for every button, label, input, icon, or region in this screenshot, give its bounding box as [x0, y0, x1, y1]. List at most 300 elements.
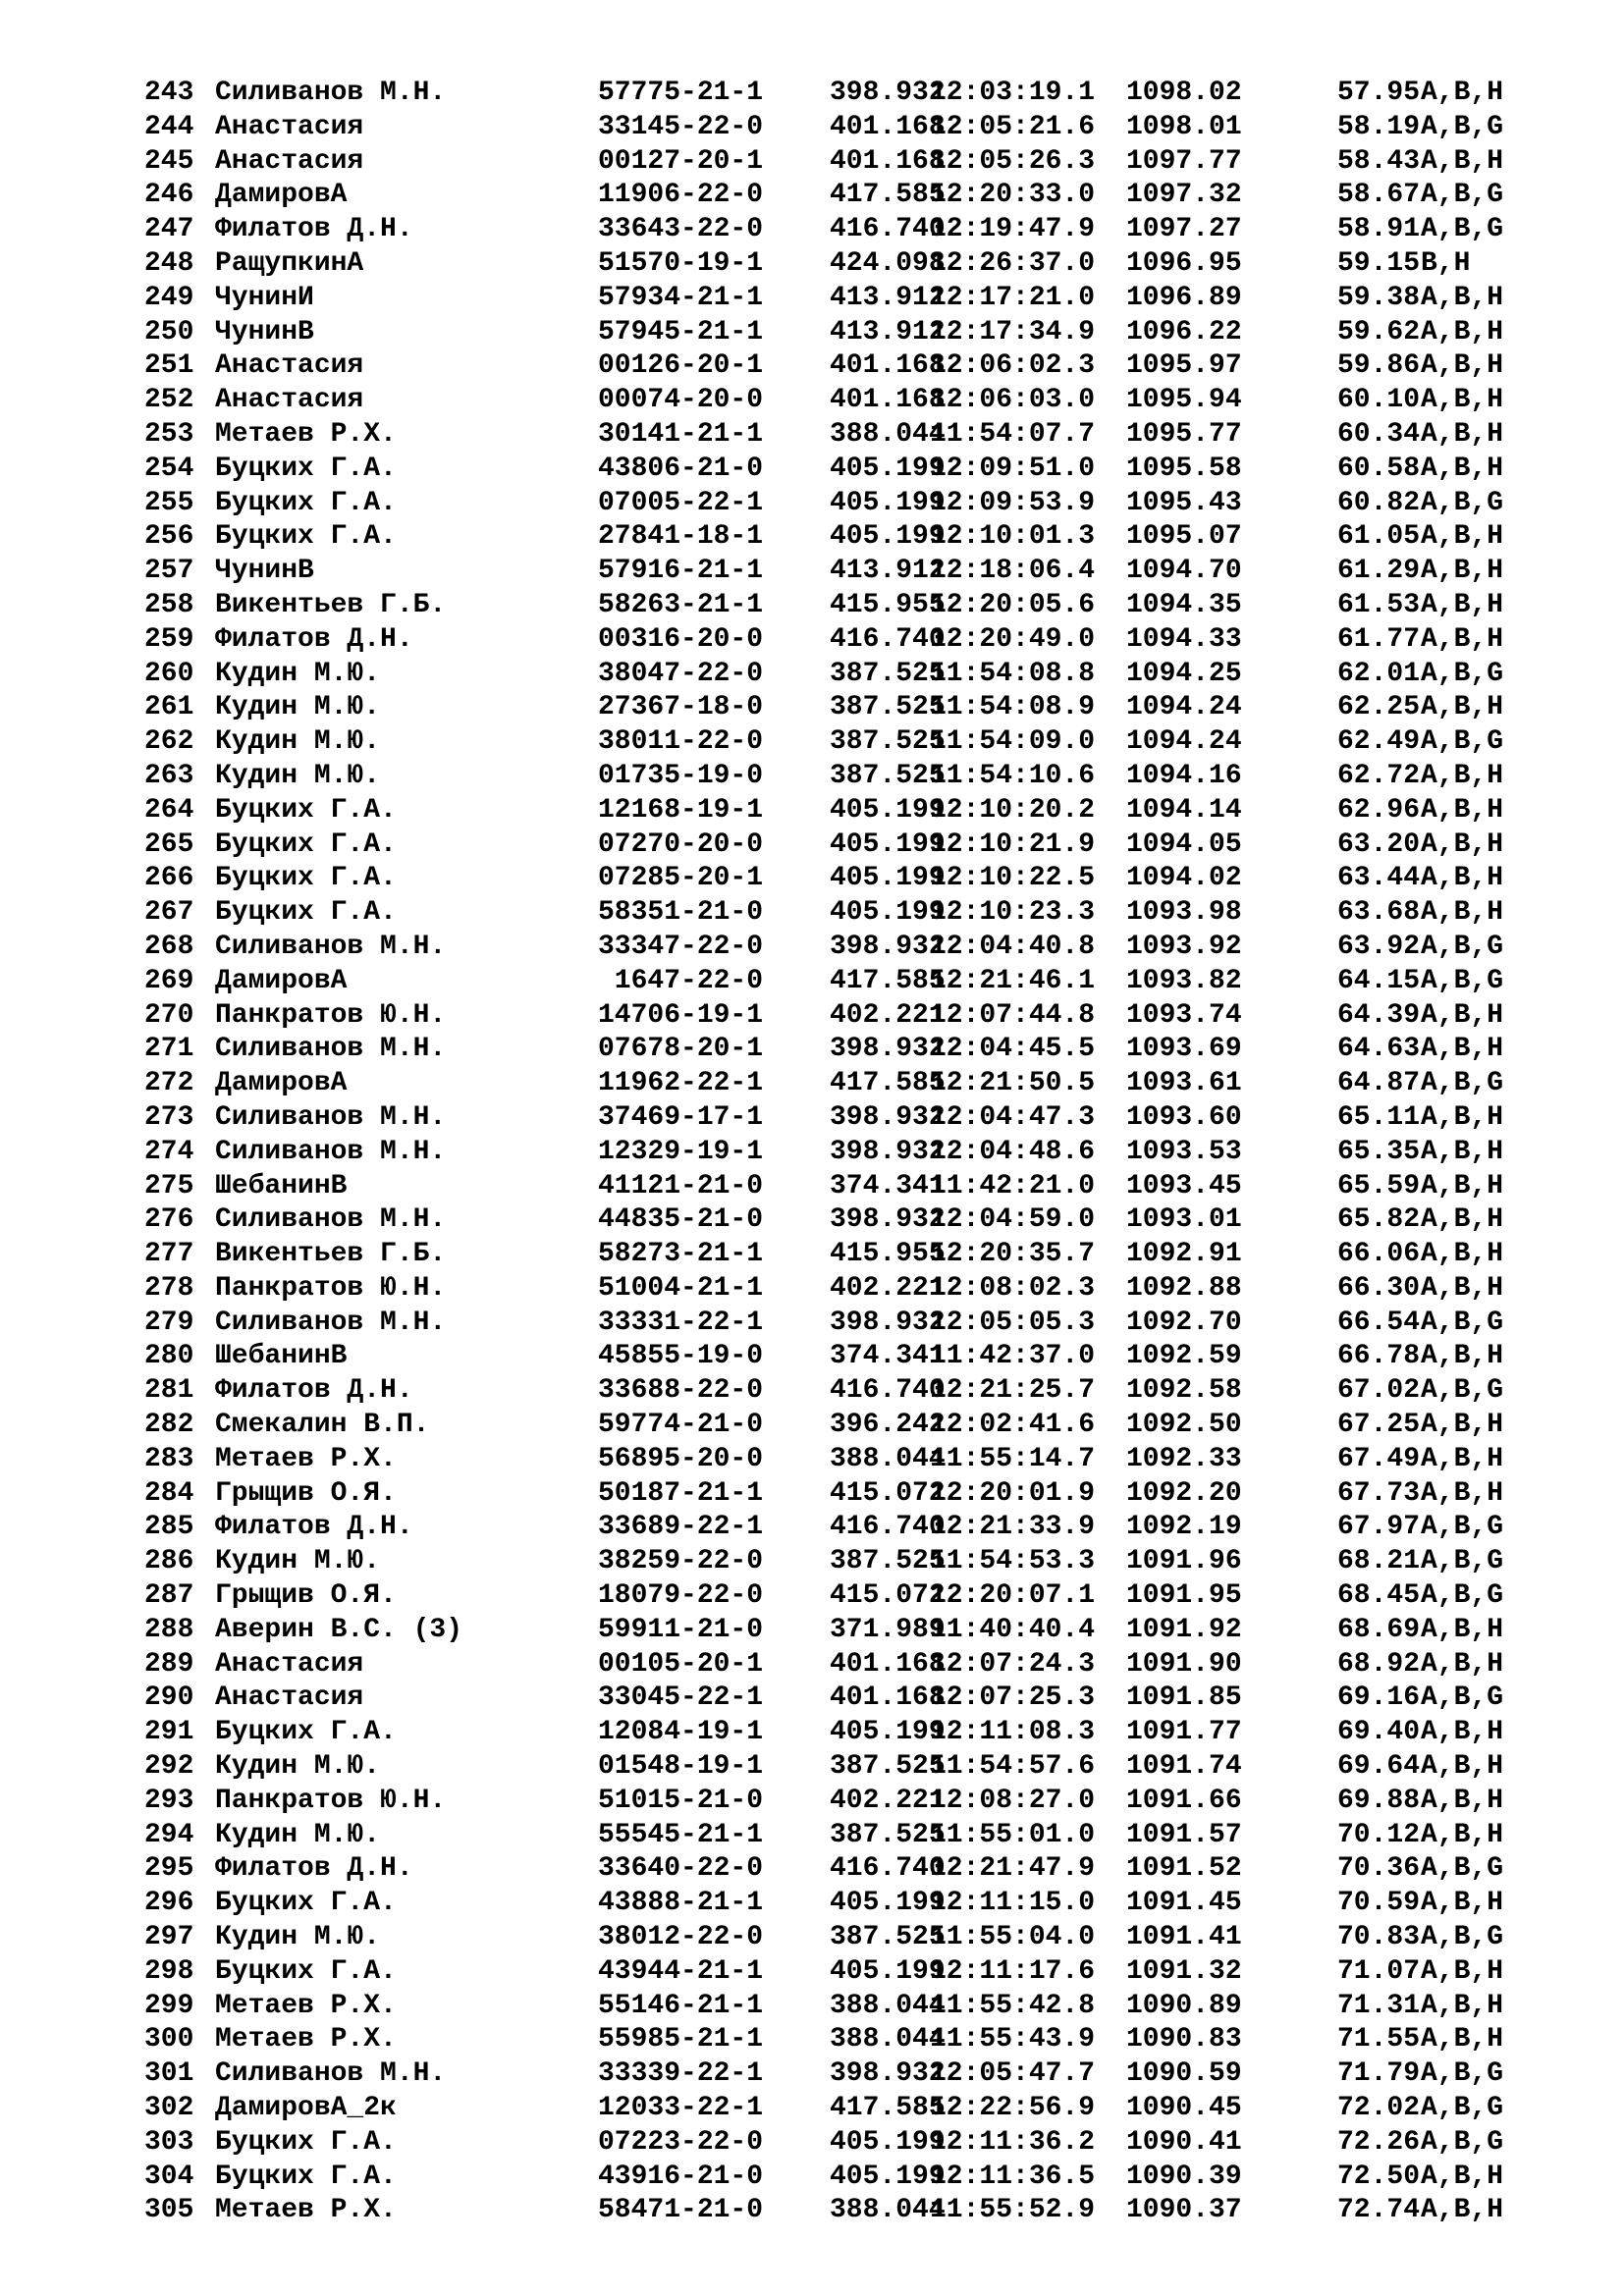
distance: 416.740	[830, 214, 946, 245]
arrival-time: 12:09:53.9	[930, 487, 1096, 518]
category: A,B,H	[1421, 828, 1504, 860]
table-row	[144, 794, 1558, 828]
fancier-name: Буцких Г.А.	[215, 2126, 397, 2158]
row-number: 253	[144, 418, 194, 450]
category: A,B,H	[1421, 2161, 1504, 2192]
row-number: 280	[144, 1341, 194, 1372]
category: A,B,H	[1421, 1239, 1504, 1270]
ring-number: 01548-19-1	[598, 1751, 764, 1783]
distance: 398.932	[830, 1307, 946, 1338]
fancier-name: Анастасия	[215, 1648, 364, 1680]
ring-number: 57945-21-1	[598, 316, 764, 347]
distance: 398.932	[830, 931, 946, 962]
fancier-name: Филатов Д.Н.	[215, 1853, 413, 1885]
table-row	[144, 1545, 1558, 1579]
ring-number: 51015-21-0	[598, 1785, 764, 1816]
row-number: 243	[144, 78, 194, 108]
category: A,B,G	[1421, 214, 1504, 245]
speed: 1094.25	[1126, 658, 1242, 689]
ring-number: 33640-22-0	[598, 1853, 764, 1885]
row-number: 268	[144, 931, 194, 962]
speed: 1092.50	[1126, 1410, 1242, 1441]
distance: 416.740	[830, 623, 946, 655]
arrival-time: 12:07:25.3	[930, 1682, 1096, 1714]
row-number: 246	[144, 180, 194, 211]
table-row	[144, 1887, 1558, 1921]
coefficient: 69.40	[1337, 1717, 1421, 1748]
coefficient: 63.68	[1337, 897, 1421, 929]
ring-number: 33688-22-0	[598, 1375, 764, 1407]
ring-number: 01735-19-0	[598, 760, 764, 791]
table-row	[144, 1579, 1558, 1614]
category: A,B,H	[1421, 863, 1504, 894]
table-row	[144, 1750, 1558, 1785]
distance: 415.072	[830, 1477, 946, 1509]
distance: 398.932	[830, 1136, 946, 1167]
speed: 1092.20	[1126, 1477, 1242, 1509]
table-row	[144, 691, 1558, 725]
table-row	[144, 589, 1558, 623]
arrival-time: 12:10:21.9	[930, 828, 1096, 860]
coefficient: 66.54	[1337, 1307, 1421, 1338]
category: A,B,G	[1421, 2126, 1504, 2158]
row-number: 251	[144, 350, 194, 382]
coefficient: 69.64	[1337, 1751, 1421, 1783]
table-row	[144, 418, 1558, 453]
arrival-time: 12:11:17.6	[930, 1955, 1096, 1987]
fancier-name: Буцких Г.А.	[215, 828, 397, 860]
category: A,B,H	[1421, 623, 1504, 655]
fancier-name: Филатов Д.Н.	[215, 214, 413, 245]
fancier-name: Викентьев Г.Б.	[215, 589, 447, 620]
fancier-name: ДамировА	[215, 180, 348, 211]
fancier-name: Силиванов М.Н.	[215, 1101, 447, 1133]
arrival-time: 12:08:02.3	[930, 1272, 1096, 1304]
row-number: 248	[144, 247, 194, 279]
table-row	[144, 2023, 1558, 2057]
coefficient: 72.74	[1337, 2195, 1421, 2226]
row-number: 290	[144, 1682, 194, 1714]
ring-number: 37469-17-1	[598, 1101, 764, 1133]
speed: 1091.57	[1126, 1819, 1242, 1850]
coefficient: 61.29	[1337, 556, 1421, 587]
ring-number: 1647-22-0	[598, 965, 764, 996]
table-row	[144, 1170, 1558, 1204]
table-row	[144, 1203, 1558, 1238]
fancier-name: Метаев Р.Х.	[215, 418, 397, 450]
table-row	[144, 520, 1558, 555]
distance: 396.242	[830, 1410, 946, 1441]
table-row	[144, 1819, 1558, 1853]
ring-number: 55985-21-1	[598, 2024, 764, 2056]
arrival-time: 11:54:07.7	[930, 418, 1096, 450]
table-row	[144, 247, 1558, 282]
coefficient: 72.02	[1337, 2093, 1421, 2124]
coefficient: 64.15	[1337, 965, 1421, 996]
speed: 1096.95	[1126, 247, 1242, 279]
arrival-time: 11:54:53.3	[930, 1546, 1096, 1577]
distance: 405.199	[830, 794, 946, 826]
arrival-time: 12:04:45.5	[930, 1034, 1096, 1065]
fancier-name: ДамировА_2к	[215, 2093, 397, 2124]
distance: 424.098	[830, 247, 946, 279]
table-row	[144, 1340, 1558, 1374]
speed: 1091.77	[1126, 1717, 1242, 1748]
row-number: 258	[144, 589, 194, 620]
distance: 405.199	[830, 897, 946, 929]
speed: 1090.39	[1126, 2161, 1242, 2192]
fancier-name: Метаев Р.Х.	[215, 2195, 397, 2226]
ring-number: 58471-21-0	[598, 2195, 764, 2226]
ring-number: 45855-19-0	[598, 1341, 764, 1372]
ring-number: 07005-22-1	[598, 487, 764, 518]
category: A,B,H	[1421, 1785, 1504, 1816]
fancier-name: Буцких Г.А.	[215, 1955, 397, 1987]
arrival-time: 12:11:36.5	[930, 2161, 1096, 2192]
category: A,B,H	[1421, 316, 1504, 347]
distance: 388.044	[830, 418, 946, 450]
row-number: 256	[144, 521, 194, 553]
table-row	[144, 1409, 1558, 1443]
row-number: 262	[144, 726, 194, 758]
category: A,B,G	[1421, 931, 1504, 962]
distance: 401.168	[830, 350, 946, 382]
fancier-name: Филатов Д.Н.	[215, 1512, 413, 1543]
category: A,B,H	[1421, 897, 1504, 929]
distance: 387.525	[830, 760, 946, 791]
distance: 388.044	[830, 1443, 946, 1474]
row-number: 277	[144, 1239, 194, 1270]
speed: 1093.69	[1126, 1034, 1242, 1065]
row-number: 274	[144, 1136, 194, 1167]
table-row	[144, 931, 1558, 965]
distance: 413.912	[830, 316, 946, 347]
speed: 1093.61	[1126, 1068, 1242, 1099]
table-row	[144, 760, 1558, 794]
fancier-name: Буцких Г.А.	[215, 1888, 397, 1919]
ring-number: 43916-21-0	[598, 2161, 764, 2192]
coefficient: 58.91	[1337, 214, 1421, 245]
arrival-time: 12:06:03.0	[930, 385, 1096, 416]
category: A,B,G	[1421, 1512, 1504, 1543]
ring-number: 12084-19-1	[598, 1717, 764, 1748]
coefficient: 64.63	[1337, 1034, 1421, 1065]
row-number: 279	[144, 1307, 194, 1338]
row-number: 302	[144, 2093, 194, 2124]
arrival-time: 12:05:26.3	[930, 145, 1096, 177]
table-row	[144, 1374, 1558, 1409]
category: A,B,H	[1421, 794, 1504, 826]
table-row	[144, 1443, 1558, 1477]
row-number: 261	[144, 692, 194, 723]
distance: 417.585	[830, 2093, 946, 2124]
row-number: 254	[144, 453, 194, 484]
row-number: 281	[144, 1375, 194, 1407]
category: A,B,H	[1421, 692, 1504, 723]
row-number: 292	[144, 1751, 194, 1783]
ring-number: 41121-21-0	[598, 1170, 764, 1201]
row-number: 273	[144, 1101, 194, 1133]
fancier-name: Буцких Г.А.	[215, 521, 397, 553]
category: A,B,H	[1421, 1614, 1504, 1645]
category: A,B,H	[1421, 1101, 1504, 1133]
category: A,B,H	[1421, 1410, 1504, 1441]
category: A,B,G	[1421, 2058, 1504, 2090]
row-number: 283	[144, 1443, 194, 1474]
speed: 1092.19	[1126, 1512, 1242, 1543]
speed: 1091.95	[1126, 1580, 1242, 1612]
distance: 388.044	[830, 1990, 946, 2021]
fancier-name: ШебанинВ	[215, 1170, 348, 1201]
row-number: 244	[144, 111, 194, 142]
category: A,B,H	[1421, 2024, 1504, 2056]
distance: 387.525	[830, 726, 946, 758]
coefficient: 60.34	[1337, 418, 1421, 450]
fancier-name: Буцких Г.А.	[215, 863, 397, 894]
category: A,B,H	[1421, 1955, 1504, 1987]
table-row	[144, 1136, 1558, 1170]
fancier-name: Буцких Г.А.	[215, 2161, 397, 2192]
distance: 387.525	[830, 1922, 946, 1953]
distance: 413.912	[830, 282, 946, 313]
row-number: 247	[144, 214, 194, 245]
fancier-name: Анастасия	[215, 111, 364, 142]
speed: 1094.05	[1126, 828, 1242, 860]
coefficient: 71.31	[1337, 1990, 1421, 2021]
table-row	[144, 1682, 1558, 1716]
table-row	[144, 2126, 1558, 2161]
fancier-name: РащупкинА	[215, 247, 364, 279]
category: A,B,H	[1421, 1443, 1504, 1474]
table-row	[144, 2194, 1558, 2228]
coefficient: 59.15	[1337, 247, 1421, 279]
row-number: 266	[144, 863, 194, 894]
ring-number: 33643-22-0	[598, 214, 764, 245]
arrival-time: 11:55:52.9	[930, 2195, 1096, 2226]
arrival-time: 12:07:44.8	[930, 999, 1096, 1031]
distance: 405.199	[830, 1888, 946, 1919]
row-number: 299	[144, 1990, 194, 2021]
ring-number: 33339-22-1	[598, 2058, 764, 2090]
table-row	[144, 1921, 1558, 1955]
coefficient: 65.35	[1337, 1136, 1421, 1167]
arrival-time: 12:21:50.5	[930, 1068, 1096, 1099]
fancier-name: Грыщив О.Я.	[215, 1580, 397, 1612]
speed: 1095.77	[1126, 418, 1242, 450]
fancier-name: Метаев Р.Х.	[215, 2024, 397, 2056]
category: A,B,H	[1421, 418, 1504, 450]
arrival-time: 12:04:48.6	[930, 1136, 1096, 1167]
speed: 1091.92	[1126, 1614, 1242, 1645]
speed: 1095.07	[1126, 521, 1242, 553]
fancier-name: ЧунинВ	[215, 556, 314, 587]
coefficient: 70.12	[1337, 1819, 1421, 1850]
arrival-time: 11:54:09.0	[930, 726, 1096, 758]
distance: 387.525	[830, 1546, 946, 1577]
coefficient: 63.20	[1337, 828, 1421, 860]
speed: 1091.90	[1126, 1648, 1242, 1680]
row-number: 301	[144, 2058, 194, 2090]
coefficient: 63.44	[1337, 863, 1421, 894]
fancier-name: Кудин М.Ю.	[215, 1819, 381, 1850]
fancier-name: ЧунинИ	[215, 282, 314, 313]
fancier-name: Кудин М.Ю.	[215, 1922, 381, 1953]
fancier-name: Анастасия	[215, 145, 364, 177]
ring-number: 57934-21-1	[598, 282, 764, 313]
category: A,B,H	[1421, 1272, 1504, 1304]
category: A,B,G	[1421, 1375, 1504, 1407]
distance: 413.912	[830, 556, 946, 587]
ring-number: 00074-20-0	[598, 385, 764, 416]
arrival-time: 11:55:14.7	[930, 1443, 1096, 1474]
row-number: 271	[144, 1034, 194, 1065]
distance: 405.199	[830, 2126, 946, 2158]
speed: 1097.27	[1126, 214, 1242, 245]
table-row	[144, 1716, 1558, 1750]
ring-number: 33331-22-1	[598, 1307, 764, 1338]
arrival-time: 12:21:47.9	[930, 1853, 1096, 1885]
table-row	[144, 453, 1558, 487]
category: A,B,H	[1421, 2195, 1504, 2226]
distance: 405.199	[830, 863, 946, 894]
row-number: 257	[144, 556, 194, 587]
category: A,B,H	[1421, 1751, 1504, 1783]
speed: 1094.02	[1126, 863, 1242, 894]
category: A,B,H	[1421, 999, 1504, 1031]
ring-number: 38011-22-0	[598, 726, 764, 758]
row-number: 276	[144, 1204, 194, 1236]
fancier-name: Буцких Г.А.	[215, 897, 397, 929]
arrival-time: 12:26:37.0	[930, 247, 1096, 279]
table-row	[144, 1477, 1558, 1512]
fancier-name: Анастасия	[215, 350, 364, 382]
table-row	[144, 1955, 1558, 1990]
speed: 1097.77	[1126, 145, 1242, 177]
speed: 1090.37	[1126, 2195, 1242, 2226]
arrival-time: 12:17:21.0	[930, 282, 1096, 313]
row-number: 260	[144, 658, 194, 689]
category: A,B,H	[1421, 453, 1504, 484]
table-row	[144, 2057, 1558, 2092]
fancier-name: Панкратов Ю.Н.	[215, 1785, 447, 1816]
ring-number: 33347-22-0	[598, 931, 764, 962]
table-row	[144, 316, 1558, 350]
row-number: 264	[144, 794, 194, 826]
category: A,B,H	[1421, 589, 1504, 620]
speed: 1093.74	[1126, 999, 1242, 1031]
coefficient: 66.06	[1337, 1239, 1421, 1270]
table-row	[144, 77, 1558, 111]
fancier-name: Буцких Г.А.	[215, 1717, 397, 1748]
row-number: 265	[144, 828, 194, 860]
table-row	[144, 384, 1558, 418]
table-row	[144, 658, 1558, 692]
ring-number: 00105-20-1	[598, 1648, 764, 1680]
coefficient: 71.07	[1337, 1955, 1421, 1987]
table-row	[144, 1272, 1558, 1307]
arrival-time: 11:42:37.0	[930, 1341, 1096, 1372]
table-row	[144, 2161, 1558, 2195]
ring-number: 55146-21-1	[598, 1990, 764, 2021]
distance: 374.341	[830, 1170, 946, 1201]
speed: 1090.41	[1126, 2126, 1242, 2158]
arrival-time: 12:21:33.9	[930, 1512, 1096, 1543]
ring-number: 33145-22-0	[598, 111, 764, 142]
speed: 1098.01	[1126, 111, 1242, 142]
row-number: 289	[144, 1648, 194, 1680]
arrival-time: 12:10:22.5	[930, 863, 1096, 894]
arrival-time: 12:19:47.9	[930, 214, 1096, 245]
fancier-name: Метаев Р.Х.	[215, 1990, 397, 2021]
row-number: 250	[144, 316, 194, 347]
coefficient: 58.19	[1337, 111, 1421, 142]
distance: 405.199	[830, 1717, 946, 1748]
speed: 1094.70	[1126, 556, 1242, 587]
fancier-name: Силиванов М.Н.	[215, 1204, 447, 1236]
coefficient: 61.05	[1337, 521, 1421, 553]
speed: 1090.83	[1126, 2024, 1242, 2056]
table-row	[144, 145, 1558, 180]
row-number: 293	[144, 1785, 194, 1816]
row-number: 284	[144, 1477, 194, 1509]
distance: 387.525	[830, 1819, 946, 1850]
arrival-time: 12:07:24.3	[930, 1648, 1096, 1680]
category: A,B,H	[1421, 1204, 1504, 1236]
speed: 1093.01	[1126, 1204, 1242, 1236]
row-number: 298	[144, 1955, 194, 1987]
coefficient: 67.97	[1337, 1512, 1421, 1543]
distance: 401.168	[830, 111, 946, 142]
fancier-name: ШебанинВ	[215, 1341, 348, 1372]
coefficient: 65.11	[1337, 1101, 1421, 1133]
arrival-time: 11:55:04.0	[930, 1922, 1096, 1953]
row-number: 255	[144, 487, 194, 518]
coefficient: 70.36	[1337, 1853, 1421, 1885]
coefficient: 66.78	[1337, 1341, 1421, 1372]
arrival-time: 12:10:01.3	[930, 521, 1096, 553]
arrival-time: 12:10:23.3	[930, 897, 1096, 929]
category: A,B,H	[1421, 1136, 1504, 1167]
fancier-name: Буцких Г.А.	[215, 487, 397, 518]
arrival-time: 12:05:05.3	[930, 1307, 1096, 1338]
row-number: 259	[144, 623, 194, 655]
speed: 1093.92	[1126, 931, 1242, 962]
distance: 417.585	[830, 1068, 946, 1099]
distance: 398.932	[830, 1204, 946, 1236]
category: B,H	[1421, 247, 1471, 279]
fancier-name: ДамировА	[215, 965, 348, 996]
category: A,B,H	[1421, 760, 1504, 791]
fancier-name: Аверин В.С. (3)	[215, 1614, 463, 1645]
ring-number: 57775-21-1	[598, 78, 764, 108]
arrival-time: 12:11:36.2	[930, 2126, 1096, 2158]
arrival-time: 11:42:21.0	[930, 1170, 1096, 1201]
distance: 415.955	[830, 1239, 946, 1270]
coefficient: 57.95	[1337, 78, 1421, 108]
row-number: 282	[144, 1410, 194, 1441]
row-number: 252	[144, 385, 194, 416]
speed: 1092.59	[1126, 1341, 1242, 1372]
ring-number: 00126-20-1	[598, 350, 764, 382]
fancier-name: Силиванов М.Н.	[215, 2058, 447, 2090]
ring-number: 38259-22-0	[598, 1546, 764, 1577]
category: A,B,G	[1421, 965, 1504, 996]
arrival-time: 12:22:56.9	[930, 2093, 1096, 2124]
distance: 402.221	[830, 1785, 946, 1816]
fancier-name: Буцких Г.А.	[215, 794, 397, 826]
category: A,B,H	[1421, 521, 1504, 553]
ring-number: 11906-22-0	[598, 180, 764, 211]
